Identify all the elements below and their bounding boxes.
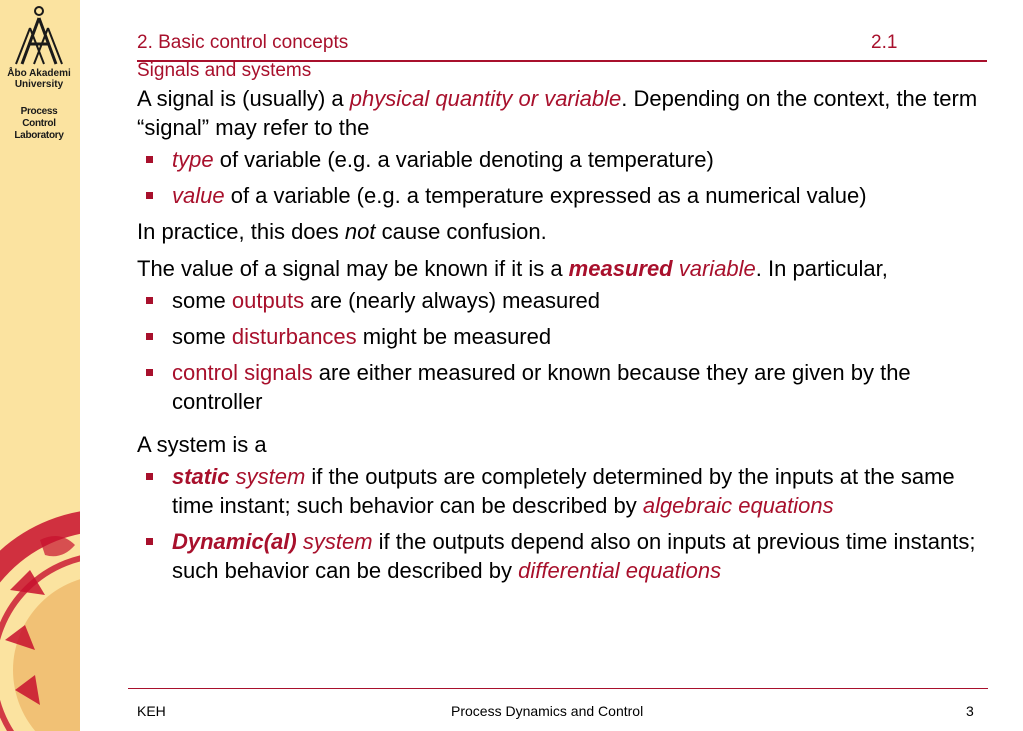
lab-name-line2: Control	[22, 118, 56, 129]
sidebar	[0, 0, 80, 731]
text: might be measured	[356, 324, 552, 349]
text: . In particular,	[755, 256, 888, 281]
slide-body	[137, 84, 987, 592]
footer-page-number: 3	[966, 703, 974, 719]
text: In practice, this does	[137, 219, 345, 244]
text: of a variable (e.g. a temperature expressed as a numerical value)	[224, 183, 867, 208]
abo-akademi-logo-icon	[10, 6, 68, 66]
emphasis: measured	[568, 256, 673, 281]
text: cause confusion.	[375, 219, 547, 244]
emphasis: differential equations	[518, 558, 722, 583]
emphasis: system	[302, 529, 373, 554]
list-item	[137, 527, 987, 585]
university-name-line1: Åbo Akademi	[7, 68, 71, 79]
text: some	[172, 324, 232, 349]
text: some	[172, 288, 232, 313]
paragraph-system: A system is a	[137, 432, 267, 457]
emphasis: system	[235, 464, 306, 489]
signal-meaning-list	[137, 145, 987, 210]
footer-divider	[128, 688, 988, 689]
section-title: 2. Basic control concepts	[137, 32, 349, 53]
emphasis: Dynamic(al)	[172, 529, 297, 554]
text: of variable (e.g. a variable denoting a temperature)	[213, 147, 714, 172]
emphasis: value	[172, 183, 225, 208]
university-name	[0, 68, 78, 90]
lab-name	[0, 106, 78, 142]
paragraph-signal-definition	[137, 84, 987, 142]
paragraph-practice	[137, 217, 987, 246]
emphasis: physical quantity or variable	[349, 86, 622, 111]
section-number: 2.1	[871, 32, 898, 53]
university-name-line2: University	[14, 79, 64, 90]
text: are either measured or known because they are given by the controller	[172, 360, 911, 414]
emphasis: algebraic equations	[642, 493, 834, 518]
lab-name-line1: Process	[20, 106, 58, 117]
emphasis: disturbances	[231, 324, 357, 349]
emphasis: outputs	[231, 288, 305, 313]
list-item	[137, 181, 987, 210]
list-item	[137, 322, 987, 351]
text: if the outputs are completely determined by the inputs at the same time instant; such behavior can be described by	[172, 464, 955, 518]
emphasis: not	[344, 219, 376, 244]
list-item	[137, 286, 987, 315]
list-item	[137, 358, 987, 416]
text: . Depending on the context, the term “signal” may refer to the	[137, 86, 978, 140]
list-item	[137, 145, 987, 174]
paragraph-measured	[137, 254, 987, 283]
footer-author: KEH	[137, 703, 166, 719]
lab-name-line3: Laboratory	[14, 130, 64, 141]
university-seal-icon	[0, 500, 80, 731]
list-item	[137, 462, 987, 520]
footer-course: Process Dynamics and Control	[451, 703, 644, 719]
measured-list	[137, 286, 987, 416]
emphasis: type	[172, 147, 214, 172]
text: if the outputs depend also on inputs at previous time instants; such behavior can be described by	[172, 529, 976, 583]
emphasis: variable	[678, 256, 756, 281]
emphasis: static	[172, 464, 230, 489]
text: The value of a signal may be known if it is a	[137, 256, 569, 281]
emphasis: control signals	[172, 360, 313, 385]
slide-subtitle: Signals and systems	[137, 60, 312, 81]
text: are (nearly always) measured	[304, 288, 600, 313]
system-list	[137, 462, 987, 585]
text: A signal is (usually) a	[137, 86, 350, 111]
